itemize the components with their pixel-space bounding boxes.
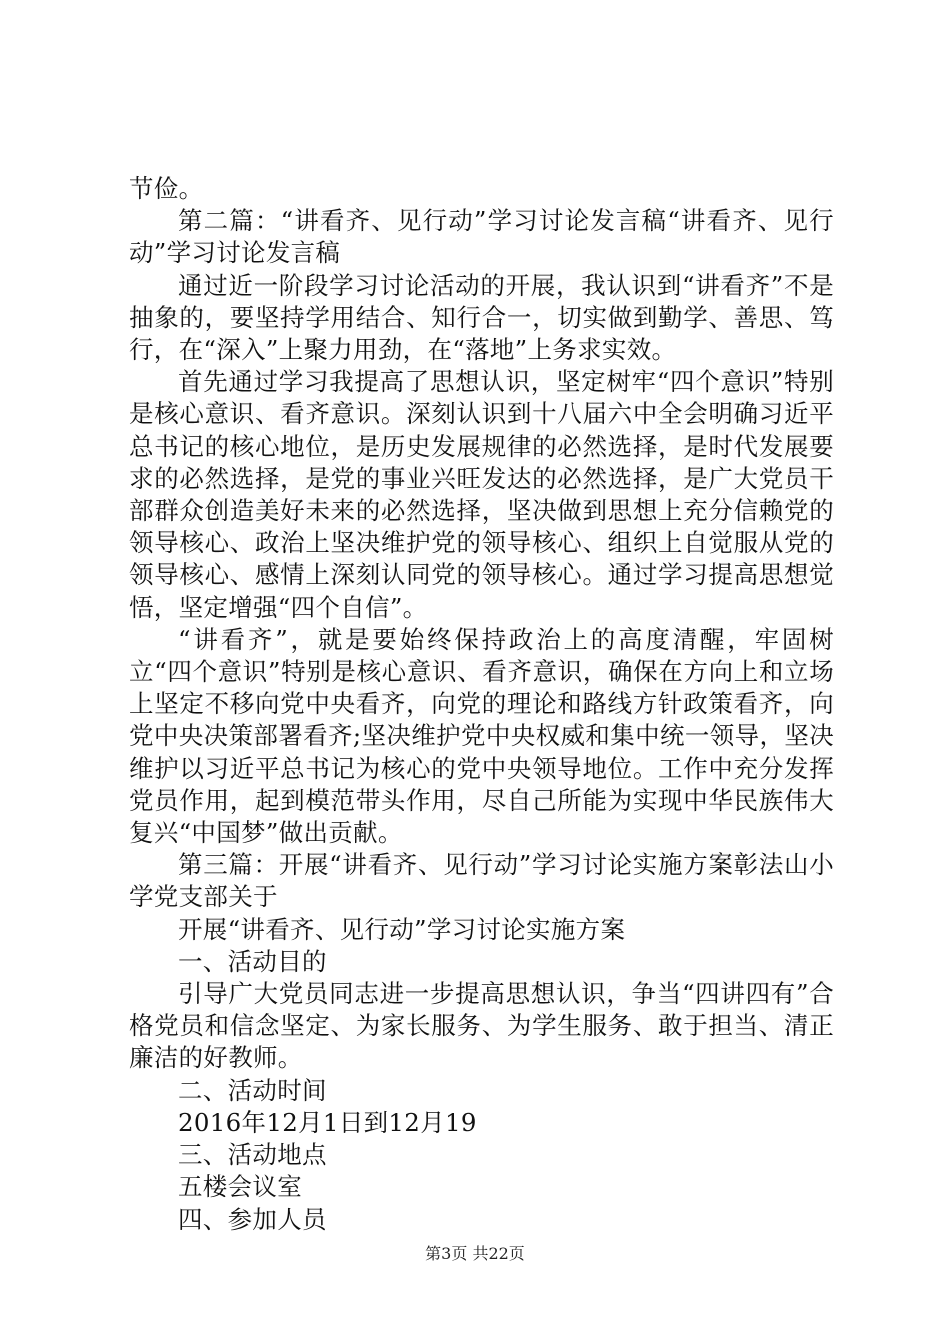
activity-time-value: 2016年12月1日到12月19 xyxy=(178,1107,477,1137)
heading-activity-time: 二、活动时间 xyxy=(178,1075,327,1105)
paragraph: “讲看齐”，就是要始终保持政治上的高度清醒，牢固树立“四个意识”特别是核心意识、看齐意识，确保在方向上和立场上坚定不移向党中央看齐，向党的理论和路线方针政策看齐，向党中央决策部署看齐;坚决维护党中央权威和集中统一领导，坚决维护以习近平总书记为核心的党中央领导地位。工作中充分发挥党员作用，起到模范带头作用，尽自己所能为实现中华民族伟大复兴“中国梦”做出贡献。 xyxy=(129,624,834,848)
section-heading-part-2: 第二篇：“讲看齐、见行动”学习讨论发言稿“讲看齐、见行动”学习讨论发言稿 xyxy=(129,206,834,268)
activity-location-value: 五楼会议室 xyxy=(178,1172,302,1202)
heading-participants: 四、参加人员 xyxy=(178,1204,327,1234)
paragraph-continuation: 节俭。 xyxy=(129,174,204,203)
paragraph: 引导广大党员同志进一步提高思想认识，争当“四讲四有”合格党员和信念坚定、为家长服务、为学生服务、敢于担当、清正廉洁的好教师。 xyxy=(129,979,834,1073)
page-footer: 第3页 共22页 xyxy=(425,1244,525,1263)
document-body xyxy=(129,173,834,1236)
heading-activity-purpose: 一、活动目的 xyxy=(178,946,327,976)
paragraph: 首先通过学习我提高了思想认识，坚定树牢“四个意识”特别是核心意识、看齐意识。深刻认识到十八届六中全会明确习近平总书记的核心地位，是历史发展规律的必然选择，是时代发展要求的必然选择，是党的事业兴旺发达的必然选择，是广大党员干部群众创造美好未来的必然选择，坚决做到思想上充分信赖党的领导核心、政治上坚决维护党的领导核心、组织上自觉服从党的领导核心、感情上深刻认同党的领导核心。通过学习提高思想觉悟，坚定增强“四个自信”。 xyxy=(129,367,834,622)
plan-title: 开展“讲看齐、见行动”学习讨论实施方案 xyxy=(178,914,626,944)
section-heading-part-3: 第三篇：开展“讲看齐、见行动”学习讨论实施方案彰法山小学党支部关于 xyxy=(129,850,834,912)
paragraph: 通过近一阶段学习讨论活动的开展，我认识到“讲看齐”不是抽象的，要坚持学用结合、知行合一，切实做到勤学、善思、笃行，在“深入”上聚力用劲，在“落地”上务求实效。 xyxy=(129,270,834,365)
heading-activity-location: 三、活动地点 xyxy=(178,1140,327,1170)
